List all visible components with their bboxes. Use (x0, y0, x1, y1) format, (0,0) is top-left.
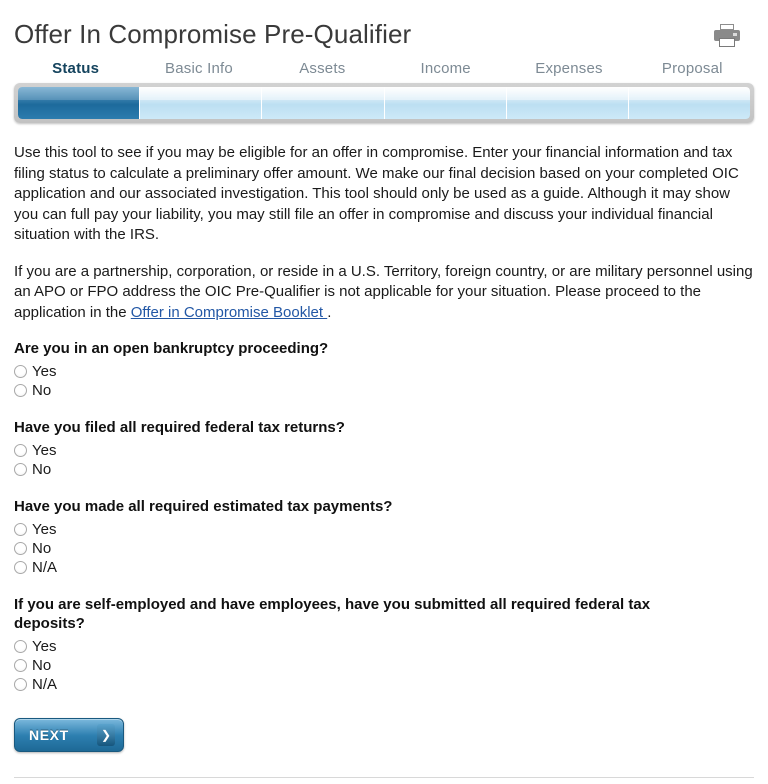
option-label[interactable]: N/A (32, 676, 58, 693)
question-label: Have you made all required estimated tax payments? (14, 498, 393, 515)
stepper-bar (14, 83, 754, 123)
step-segment-income[interactable] (385, 87, 507, 119)
option-row[interactable] (14, 558, 754, 577)
option-label[interactable]: N/A (32, 559, 58, 576)
step-label-status[interactable]: Status (52, 60, 100, 77)
option-label[interactable]: No (32, 540, 52, 557)
question-label: If you are self-employed and have employees, have you submitted all required federal tax deposits? (14, 596, 651, 632)
printer-icon[interactable] (714, 24, 740, 48)
option-label[interactable]: Yes (32, 363, 57, 380)
radio-bankruptcy-yes[interactable] (14, 365, 27, 378)
option-label[interactable]: Yes (32, 442, 57, 459)
radio-federal-tax-deposits-no[interactable] (14, 659, 27, 672)
step-segment-basic-info[interactable] (140, 87, 262, 119)
option-row[interactable] (14, 675, 754, 694)
footer-divider (14, 777, 754, 778)
next-button-container (14, 718, 754, 752)
question-filed-returns (14, 418, 754, 479)
question-federal-tax-deposits (14, 595, 754, 694)
option-row[interactable] (14, 381, 754, 400)
page-header (14, 0, 754, 50)
intro-text (14, 143, 754, 323)
step-label-proposal[interactable]: Proposal (661, 60, 723, 77)
question-estimated-payments (14, 497, 754, 577)
step-label-assets[interactable]: Assets (299, 60, 346, 77)
radio-bankruptcy-no[interactable] (14, 384, 27, 397)
next-button-label: NEXT (29, 727, 69, 743)
offer-in-compromise-booklet-link[interactable]: Offer in Compromise Booklet (130, 303, 328, 321)
step-segment-assets[interactable] (262, 87, 384, 119)
option-row[interactable] (14, 539, 754, 558)
stepper-track (18, 87, 750, 119)
stepper-labels (14, 60, 754, 83)
printer-icon-slot (733, 33, 737, 36)
next-button[interactable] (14, 718, 124, 752)
step-segment-proposal[interactable] (629, 87, 750, 119)
step-label-expenses[interactable]: Expenses (535, 60, 603, 77)
printer-icon-paper (719, 38, 735, 47)
option-row[interactable] (14, 637, 754, 656)
option-label[interactable]: Yes (32, 638, 57, 655)
option-row[interactable] (14, 656, 754, 675)
radio-estimated-payments-yes[interactable] (14, 523, 27, 536)
intro-paragraph-2-tail: . (327, 303, 332, 321)
intro-paragraph-2 (14, 262, 754, 324)
option-row[interactable] (14, 460, 754, 479)
option-label[interactable]: No (32, 657, 52, 674)
step-segment-expenses[interactable] (507, 87, 629, 119)
radio-filed-returns-no[interactable] (14, 463, 27, 476)
page-title: Offer In Compromise Pre-Qualifier (14, 19, 412, 49)
radio-estimated-payments-no[interactable] (14, 542, 27, 555)
question-label: Are you in an open bankruptcy proceeding? (14, 340, 329, 357)
radio-federal-tax-deposits-na[interactable] (14, 678, 27, 691)
step-segment-status[interactable] (18, 87, 140, 119)
option-row[interactable] (14, 362, 754, 381)
intro-paragraph-2-text: If you are a partnership, corporation, or reside in a U.S. Territory, foreign country, or are military personnel using an APO or FPO address the OIC Pre-Qualifier is not applicable for your situation. Please proceed to the application in the (14, 262, 753, 321)
step-label-income[interactable]: Income (420, 60, 471, 77)
option-row[interactable] (14, 441, 754, 460)
step-label-basic-info[interactable]: Basic Info (165, 60, 233, 77)
chevron-right-icon: ❯ (97, 724, 115, 746)
intro-paragraph-1: Use this tool to see if you may be eligible for an offer in compromise. Enter your financial information and tax filing status to calculate a preliminary offer amount. We make our final decision based on your completed OIC application and our associated investigation. This tool should only be used as a guide. Although it may show you can full pay your liability, you may still file an offer in compromise and discuss your individual financial situation with the IRS. (14, 144, 739, 243)
radio-federal-tax-deposits-yes[interactable] (14, 640, 27, 653)
question-bankruptcy (14, 339, 754, 400)
progress-stepper (14, 60, 754, 123)
radio-estimated-payments-na[interactable] (14, 561, 27, 574)
radio-filed-returns-yes[interactable] (14, 444, 27, 457)
option-row[interactable] (14, 520, 754, 539)
option-label[interactable]: No (32, 461, 52, 478)
option-label[interactable]: No (32, 382, 52, 399)
question-label: Have you filed all required federal tax returns? (14, 419, 345, 436)
option-label[interactable]: Yes (32, 521, 57, 538)
